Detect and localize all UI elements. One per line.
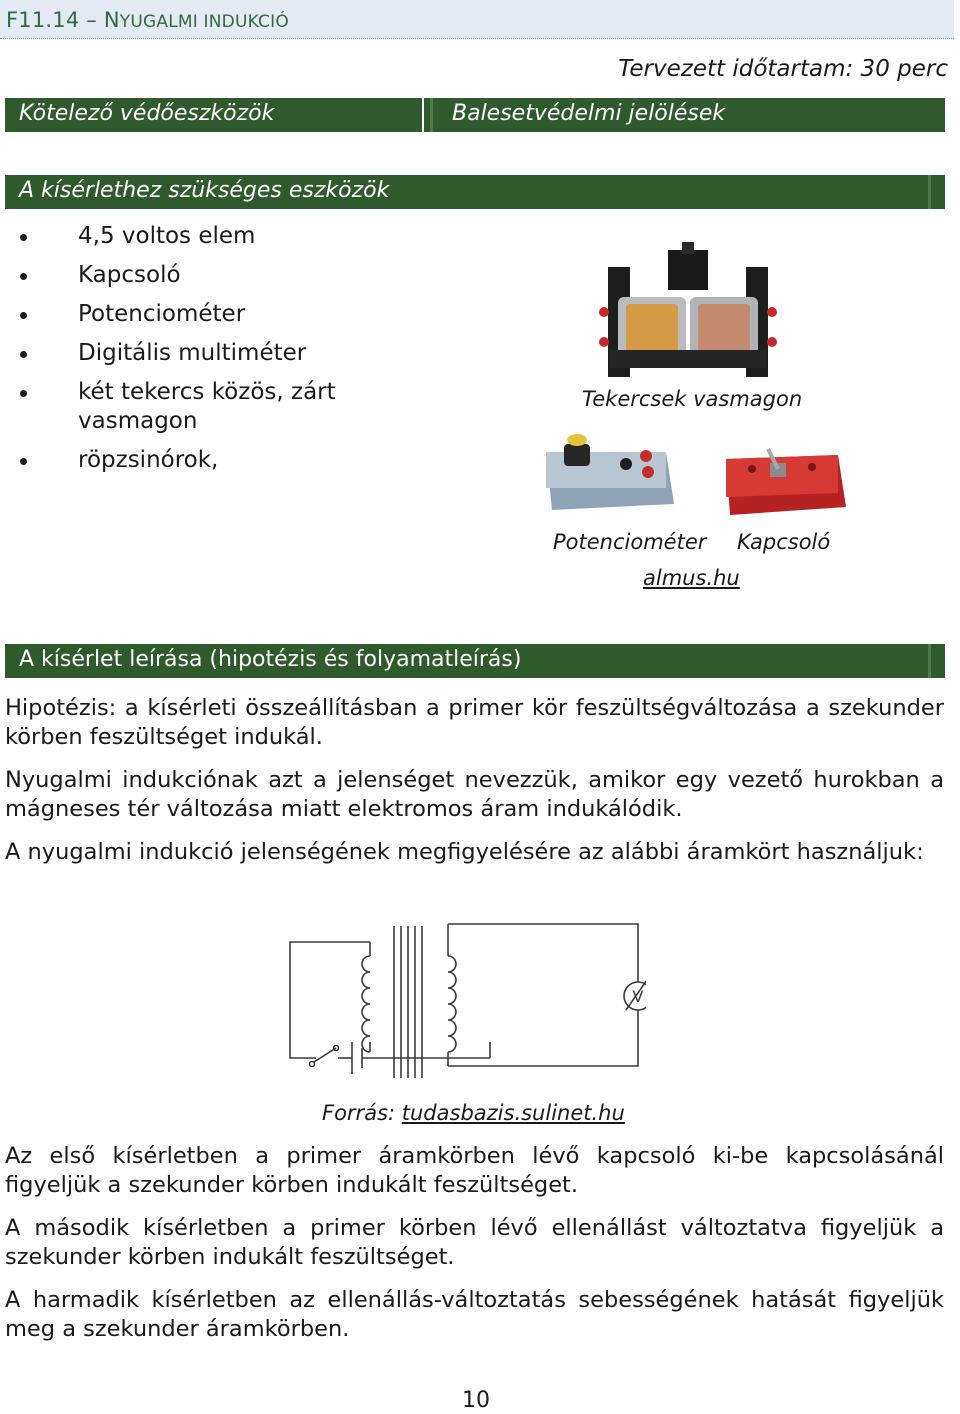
hypothesis-paragraph: Hipotézis: a kísérleti összeállításban a primer kör feszültségváltozása a szekunder körben feszültséget indukál. (5, 695, 944, 750)
induction-circuit-diagram (284, 918, 646, 1086)
potentiometer-photo (542, 430, 677, 512)
third-experiment-paragraph: A harmadik kísérletben az ellenállás-változtatás sebességének hatását figyeljük meg a szekunder áramkörben. (5, 1287, 944, 1342)
equipment-item: Kapcsoló (18, 261, 438, 290)
voltmeter-label: V (632, 987, 644, 1006)
protective-equipment-label: Kötelező védőeszközök (19, 101, 275, 126)
description-heading: A kísérlet leírása (hipotézis és folyamatleírás) (19, 647, 522, 672)
coils-caption: Tekercsek vasmagon (582, 387, 803, 411)
equipment-item: Potenciométer (18, 300, 438, 329)
header-title-rest: YUGALMI INDUKCIÓ (119, 12, 289, 32)
section-bar-protective (5, 98, 945, 132)
circuit-intro-paragraph: A nyugalmi indukció jelenségének megfigyelésére az alábbi áramkört használjuk: (5, 839, 924, 865)
page-header-bar (0, 0, 954, 39)
safety-markings-label: Balesetvédelmi jelölések (452, 101, 726, 126)
page-header-title (6, 8, 289, 32)
equipment-heading: A kísérlethez szükséges eszközök (19, 178, 390, 203)
second-experiment-paragraph: A második kísérletben a primer körben lévő ellenállást változtatva figyeljük a szekunder körben indukált feszültséget. (5, 1215, 944, 1270)
coils-on-core-photo (598, 242, 778, 387)
equipment-list (18, 222, 438, 485)
figure-source (322, 1101, 625, 1125)
first-experiment-paragraph: Az első kísérletben a primer áramkörben lévő kapcsoló ki-be kapcsolásánál figyeljük a szekunder körben indukált feszültséget. (5, 1143, 944, 1198)
equipment-item: két tekercs közös, zárt vasmagon (18, 378, 378, 436)
planned-duration: Tervezett időtartam: 30 perc (618, 56, 948, 82)
bar-notch (430, 98, 433, 132)
section-bar-description (5, 644, 945, 678)
bar-notch (928, 175, 931, 209)
bar-divider (422, 98, 424, 132)
figure-source-prefix: Forrás: (322, 1101, 402, 1125)
potentiometer-caption: Potenciométer (553, 530, 707, 554)
equipment-item: Digitális multiméter (18, 339, 438, 368)
bar-notch (928, 644, 931, 678)
switch-photo (722, 445, 848, 517)
section-bar-equipment (5, 175, 945, 209)
header-title-prefix: F11.14 – N (6, 8, 120, 32)
equipment-item: röpzsinórok, (18, 446, 438, 475)
equipment-item: 4,5 voltos elem (18, 222, 438, 251)
switch-caption: Kapcsoló (737, 530, 831, 554)
definition-paragraph: Nyugalmi indukciónak azt a jelenséget nevezzük, amikor egy vezető hurokban a mágneses tér változása miatt elektromos áram indukálódik. (5, 767, 944, 822)
figure-source-link[interactable]: tudasbazis.sulinet.hu (401, 1101, 625, 1125)
photo-source-link[interactable]: almus.hu (643, 566, 740, 590)
page-number: 10 (462, 1388, 490, 1413)
